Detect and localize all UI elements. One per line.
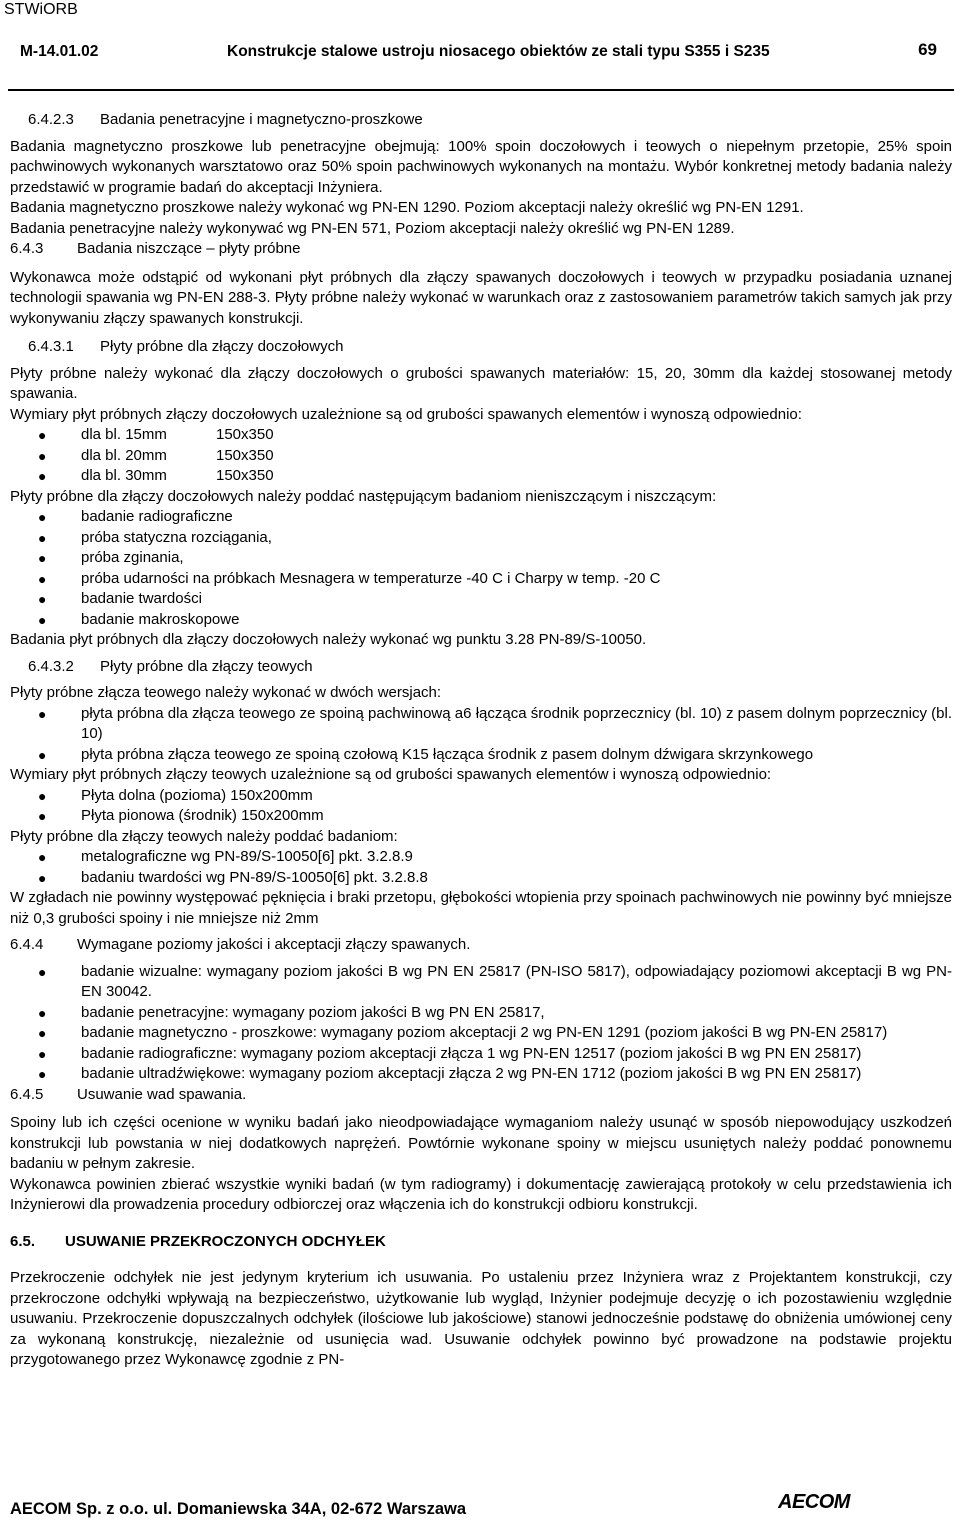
section-heading-6431 (28, 337, 952, 358)
page-header (20, 42, 942, 68)
bullet-icon: ● (38, 447, 47, 464)
tests-list (10, 847, 952, 888)
paragraph: Badania magnetyczno proszkowe należy wykonać wg PN-EN 1290. Poziom akceptacji należy określić wg PN-EN 1291. (10, 199, 804, 216)
list-item: ● Płyta dolna (pozioma) 150x200mm (10, 786, 952, 807)
versions-list (10, 704, 952, 766)
section-heading-645 (10, 1085, 952, 1106)
bullet-icon: ● (38, 705, 47, 722)
page-number: 69 (918, 40, 937, 59)
paragraph: Płyty próbne dla złączy teowych należy poddać badaniom: (10, 827, 398, 845)
bullet-icon: ● (38, 570, 47, 587)
paragraph: Płyty próbne złącza teowego należy wykonać w dwóch wersjach: (10, 684, 442, 701)
section-title: Płyty próbne dla złączy doczołowych (100, 338, 344, 355)
section-heading-65 (10, 1232, 952, 1253)
bullet-icon: ● (38, 611, 47, 628)
bullet-icon: ● (38, 787, 47, 804)
dimensions-list (10, 425, 952, 487)
bullet-icon: ● (38, 1045, 47, 1062)
section-number: 6.4.3.1 (28, 338, 74, 355)
paragraph: Płyty próbne dla złączy doczołowych należy poddać następującym badaniom nieniszczącym i niszczącym: (10, 487, 717, 505)
list-item: ● badanie ultradźwiękowe: wymagany poziom akceptacji złącza 2 wg PN-EN 1712 (poziom jakości B wg PN EN 25817) (10, 1064, 952, 1085)
section-title: Płyty próbne dla złączy teowych (100, 657, 313, 675)
list-item: ● próba udarności na próbkach Mesnagera w temperaturze -40 C i Charpy w temp. -20 C (10, 569, 952, 590)
list-item: ● badanie wizualne: wymagany poziom jakości B wg PN EN 25817 (PN-ISO 5817), odpowiadający poziomowi akceptacji B wg PN-EN 30042. (38, 962, 952, 1000)
bullet-icon: ● (38, 746, 47, 763)
section-heading-644 (10, 935, 952, 956)
bullet-icon: ● (38, 427, 47, 443)
section-heading-6423 (28, 110, 952, 131)
paragraph: Badania magnetyczno proszkowe lub penetracyjne obejmują: 100% spoin doczołowych i teowych o niepełnym przetopie, 25% spoin pachwinowych wykonanych warsztatowo oraz 50% spoin pachwinowych wykonanych na montażu. Wybór konkretnej metody badania należy przedstawić w programie badań do akceptacji Inżyniera. (10, 137, 952, 196)
list-item: ● płyta próbna złącza teowego ze spoiną czołową K15 łącząca środnik z pasem dolnym dźwigara skrzynkowego (10, 745, 952, 766)
bullet-icon: ● (38, 963, 47, 980)
bullet-icon: ● (38, 849, 47, 865)
header-rule (8, 89, 954, 91)
bullet-icon: ● (38, 1025, 47, 1041)
section-number: 6.5. (10, 1232, 36, 1250)
list-item: ● próba zginania, (10, 548, 952, 569)
aecom-logo (778, 1490, 888, 1512)
brand-name: STWiORB (4, 1, 78, 18)
list-item: ● badanie penetracyjne: wymagany poziom jakości B wg PN EN 25817, (10, 1003, 952, 1024)
bullet-icon: ● (38, 869, 47, 886)
paragraph: Badania płyt próbnych dla złączy doczołowych należy wykonać wg punktu 3.28 PN-89/S-10050. (10, 631, 647, 648)
section-title: Wymagane poziomy jakości i akceptacji złączy spawanych. (77, 936, 471, 953)
list-item: ● badanie radiograficzne (10, 507, 952, 528)
paragraph: W zgładach nie powinny występować pęknięcia i braki przetopu, głębokości wtopienia przy spoinach pachwinowych nie powinny być mniejsze niż 0,3 grubości spoiny i nie mniejsze niż 2mm (10, 889, 952, 927)
bullet-icon: ● (38, 468, 47, 484)
bullet-icon: ● (38, 591, 47, 607)
paragraph: Płyty próbne należy wykonać dla złączy doczołowych o grubości spawanych materiałów: 15, 20, 30mm dla każdej stosowanej metody spawania. (10, 364, 952, 402)
section-number: 6.4.5 (10, 1085, 44, 1103)
paragraph: Wymiary płyt próbnych złączy doczołowych uzależnione są od grubości spawanych elementów i wynoszą odpowiednio: (10, 405, 802, 423)
list-item: ● dla bl. 20mm 150x350 (10, 446, 952, 467)
bullet-icon: ● (38, 550, 47, 566)
list-item: ● Płyta pionowa (środnik) 150x200mm (10, 806, 952, 827)
section-title: Badania penetracyjne i magnetyczno-proszkowe (100, 111, 423, 128)
paragraph: Wykonawca powinien zbierać wszystkie wyniki badań (w tym radiogramy) i dokumentację zawierającą protokoły w celu przedstawienia ich Inżynierowi dla prowadzenia procedury odbiorczej oraz włączenia ich do konstrukcji odbioru konstrukcji. (10, 1175, 952, 1213)
list-item: ● badanie makroskopowe (10, 610, 952, 631)
list-item: ● dla bl. 15mm 150x350 (10, 425, 952, 446)
paragraph: Wymiary płyt próbnych złączy teowych uzależnione są od grubości spawanych elementów i wynoszą odpowiednio: (10, 766, 772, 783)
paragraph: Wykonawca może odstąpić od wykonani płyt próbnych dla złączy spawanych doczołowych i teowych w przypadku posiadania uznanej technologii spawania wg PN-EN 288-3. Płyty próbne należy wykonać w warunkach oraz z zastosowaniem parametrów takich samych jak przy wykonywaniu złączy spawanych konstrukcji. (10, 268, 952, 327)
plates-list (10, 786, 952, 827)
paragraph: Spoiny lub ich części ocenione w wyniku badań jako nieodpowiadające wymaganiom należy usunąć w sposób niepowodujący uszkodzeń konstrukcji lub powstania w niej dodatkowych naprężeń. Powtórnie wykonane spoiny w miejscu usuniętych należy poddać ponownemu badaniu w pełnym zakresie. (10, 1114, 952, 1172)
section-heading-6432 (28, 657, 952, 678)
bullet-icon: ● (38, 529, 47, 546)
bullet-icon: ● (38, 1004, 47, 1021)
section-number: 6.4.4 (10, 936, 44, 953)
section-title: Badania niszczące – płyty próbne (77, 240, 301, 257)
list-item: ● badaniu twardości wg PN-89/S-10050[6] pkt. 3.2.8.8 (10, 868, 952, 889)
bullet-icon: ● (38, 1066, 47, 1082)
list-item: ● badanie magnetyczno - proszkowe: wymagany poziom akceptacji 2 wg PN-EN 1291 (poziom jakości B wg PN-EN 25817) (10, 1023, 952, 1044)
tests-list (10, 507, 952, 630)
paragraph: Badania penetracyjne należy wykonywać wg PN-EN 571, Poziom akceptacji należy określić wg PN-EN 1289. (10, 219, 735, 237)
footer-company: AECOM Sp. z o.o. ul. Domaniewska 34A, 02-672 Warszawa (10, 1500, 467, 1518)
aecom-logo-text: AECOM (778, 1491, 850, 1512)
list-item: ● badanie twardości (10, 589, 952, 610)
section-heading-643 (10, 239, 952, 260)
section-number: 6.4.2.3 (28, 111, 74, 128)
list-item: ● metalograficzne wg PN-89/S-10050[6] pkt. 3.2.8.9 (10, 847, 952, 868)
document-body (10, 110, 952, 1371)
paragraph: Przekroczenie odchyłek nie jest jedynym kryterium ich usuwania. Po ustaleniu przez Inżyniera wraz z Projektantem konstrukcji, czy przekroczone odchyłki wpływają na bezpieczeństwo, użytkowanie lub wygląd, Inżynier podejmuje decyzję o ich pozostawieniu względnie usuwaniu. Przekroczenie dopuszczalnych odchyłek (ilościowe lub jakościowe) stanowi jednocześnie podstawę do obniżenia umówionej ceny za wykonaną konstrukcję, niezależnie od usunięcia wad. Usuwanie odchyłek powinno być prowadzone na podstawie projektu przygotowanego przez Wykonawcę zgodnie z PN- (10, 1269, 952, 1368)
section-number: 6.4.3.2 (28, 657, 74, 675)
spec-code: M-14.01.02 (20, 43, 99, 60)
section-title: USUWANIE PRZEKROCZONYCH ODCHYŁEK (65, 1232, 386, 1250)
list-item: ● badanie radiograficzne: wymagany poziom akceptacji złącza 1 wg PN-EN 12517 (poziom jakości B wg PN EN 25817) (10, 1044, 952, 1065)
list-item: ● dla bl. 30mm 150x350 (10, 466, 952, 487)
section-number: 6.4.3 (10, 240, 44, 257)
section-title: Usuwanie wad spawania. (77, 1085, 247, 1103)
list-item: ● próba statyczna rozciągania, (10, 528, 952, 549)
bullet-icon: ● (38, 808, 47, 824)
list-item: ● płyta próbna dla złącza teowego ze spoiną pachwinową a6 łącząca środnik poprzecznicy (bl. 10) z pasem dolnym poprzecznicy (bl. 10) (38, 704, 952, 742)
bullet-icon: ● (38, 509, 47, 525)
quality-levels-list (10, 962, 952, 1085)
spec-title: Konstrukcje stalowe ustroju niosacego obiektów ze stali typu S355 i S235 (227, 43, 770, 60)
